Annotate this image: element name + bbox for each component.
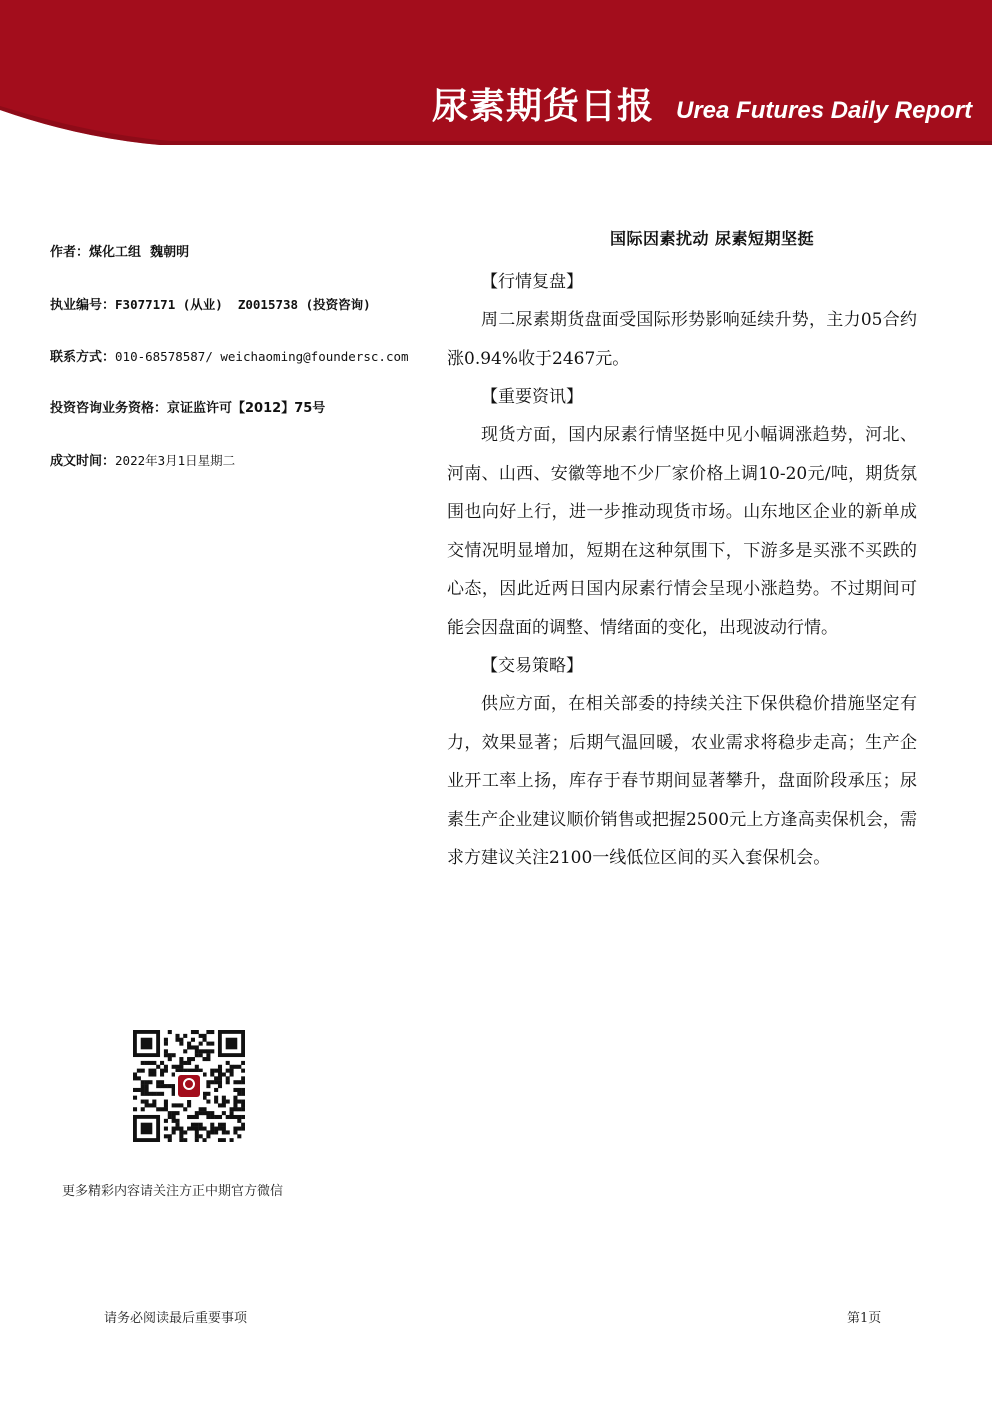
contact-label: 联系方式： [50, 350, 116, 365]
author-label: 作者： [50, 245, 90, 260]
contact-row [50, 344, 430, 396]
qualification-value: 京证监许可【2012】75号 [167, 401, 326, 416]
wechat-qr-code [133, 1030, 245, 1142]
qualification-label: 投资咨询业务资格： [50, 401, 168, 416]
author-value: 煤化工组 魏朝明 [89, 245, 190, 260]
section-text-market-review: 周二尿素期货盘面受国际形势影响延续升势，主力05合约涨0.94%收于2467元。 [447, 310, 917, 369]
contact-value: 010-68578587/ weichaoming@foundersc.com [115, 349, 409, 364]
date-row [50, 448, 430, 500]
report-title-cn: 尿素期货日报 [432, 86, 655, 127]
qr-code-image [133, 1030, 245, 1142]
section-heading-strategy: 【交易策略】 [481, 656, 583, 676]
section-heading-market-review: 【行情复盘】 [481, 272, 583, 292]
date-label: 成文时间： [50, 454, 116, 469]
qr-caption: 更多精彩内容请关注方正中期官方微信 [62, 1184, 284, 1199]
report-title-en: Urea Futures Daily Report [676, 97, 973, 124]
article-headline: 国际因素扰动 尿素短期坚挺 [609, 229, 815, 248]
date-value: 2022年3月1日星期二 [115, 453, 236, 468]
footer-page-number: 第1页 [847, 1311, 882, 1326]
qualification-row [50, 396, 430, 448]
section-text-strategy: 供应方面，在相关部委的持续关注下保供稳价措施坚定有力，效果显著；后期气温回暖，农业需求将稳步走高；生产企业开工率上扬，库存于春节期间显著攀升，盘面阶段承压；尿素生产企业建议顺价销售或把握2500元上方逢高卖保机会，需求方建议关注2100一线低位区间的买入套保机会。 [447, 694, 917, 868]
author-meta [50, 240, 430, 500]
section-heading-news: 【重要资讯】 [481, 387, 583, 407]
section-text-news: 现货方面，国内尿素行情坚挺中见小幅调涨趋势，河北、河南、山西、安徽等地不少厂家价格上调10-20元/吨，期货氛围也向好上行，进一步推动现货市场。山东地区企业的新单成交情况明显增加，短期在这种氛围下，下游多是买涨不买跌的心态，因此近两日国内尿素行情会呈现小涨趋势。不过期间可能会因盘面的调整、情绪面的变化，出现波动行情。 [447, 425, 917, 638]
author-row [50, 240, 430, 292]
footer-disclaimer: 请务必阅读最后重要事项 [104, 1311, 248, 1326]
license-value: F3077171 (从业) Z0015738 (投资咨询) [115, 297, 371, 312]
article-body [447, 220, 917, 878]
license-label: 执业编号： [50, 298, 116, 313]
license-row [50, 292, 430, 344]
